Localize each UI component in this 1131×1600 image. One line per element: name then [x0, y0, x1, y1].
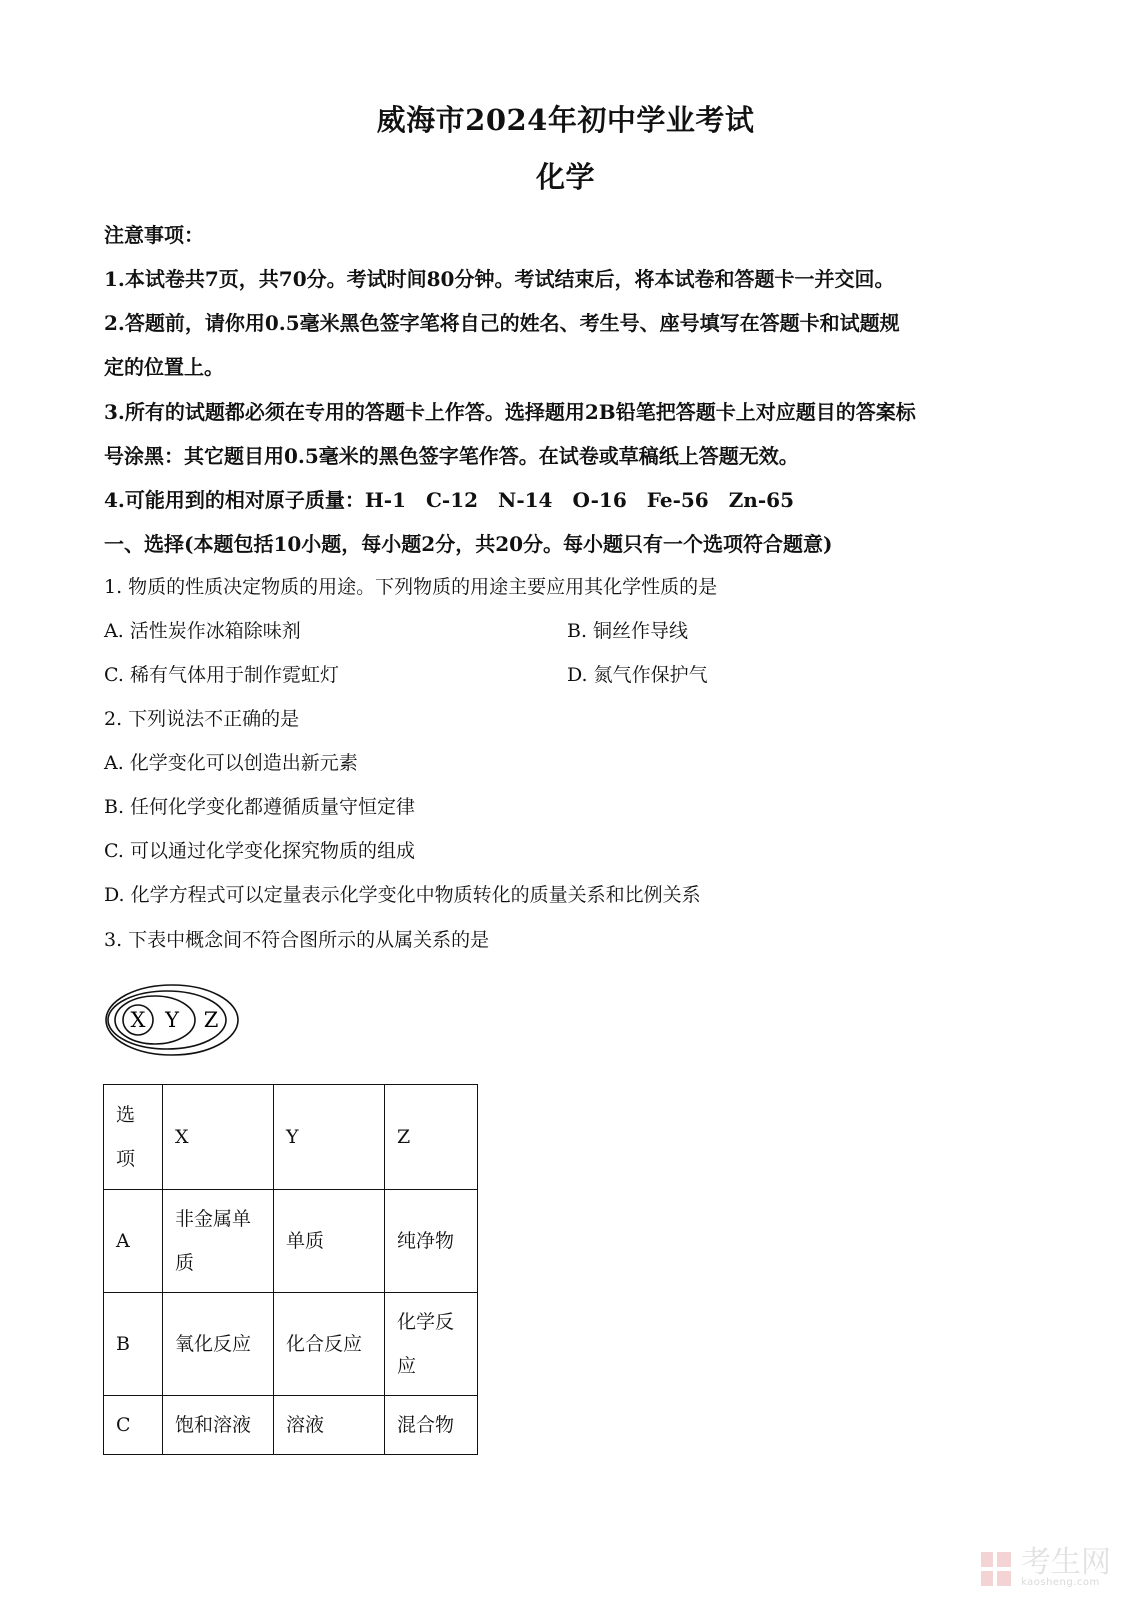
subject-title: 化学 [535, 160, 595, 194]
q1-option-b: B. 铜丝作导线 [567, 620, 689, 642]
watermark-logo-icon [979, 1550, 1013, 1588]
row-a-z: 纯净物 [385, 1190, 478, 1293]
row-a-option: A [104, 1190, 163, 1293]
header-cell-option [104, 1085, 163, 1190]
section-1-heading: 一、选择(本题包括10小题，每小题2分，共20分。每小题只有一个选项符合题意) [104, 532, 833, 556]
row-b-z [385, 1293, 478, 1396]
row-b-x: 氧化反应 [163, 1293, 274, 1396]
q3-options-table [103, 1084, 478, 1455]
row-a-x-line-2: 质 [175, 1252, 195, 1274]
row-c-option: C [104, 1396, 163, 1455]
notice-item-2-line-2: 定的位置上。 [104, 355, 224, 379]
header-cell-x: X [163, 1085, 274, 1190]
notice-heading: 注意事项： [104, 223, 204, 247]
table-row-a [104, 1190, 478, 1293]
table-header-row [104, 1085, 478, 1190]
exam-title: 威海市2024年初中学业考试 [376, 103, 755, 137]
q2-option-c: C. 可以通过化学变化探究物质的组成 [104, 840, 415, 862]
row-c-x: 饱和溶液 [163, 1396, 274, 1455]
header-cell-z: Z [385, 1085, 478, 1190]
table-row-c [104, 1396, 478, 1455]
row-c-z: 混合物 [385, 1396, 478, 1455]
watermark-text: 考生网 [1021, 1545, 1111, 1580]
notice-item-3-line-1: 3.所有的试题都必须在专用的答题卡上作答。选择题用2B铅笔把答题卡上对应题目的答案标 [104, 400, 916, 424]
row-a-x [163, 1190, 274, 1293]
venn-label-x: X [130, 1008, 146, 1032]
venn-label-z: Z [203, 1008, 219, 1032]
notice-item-2-line-1: 2.答题前，请你用0.5毫米黑色签字笔将自己的姓名、考生号、座号填写在答题卡和试题规 [104, 311, 900, 335]
row-b-z-line-1: 化学反 [397, 1311, 455, 1333]
watermark [979, 1545, 1111, 1588]
q2-option-b: B. 任何化学变化都遵循质量守恒定律 [104, 796, 416, 818]
q1-option-c: C. 稀有气体用于制作霓虹灯 [104, 664, 339, 686]
q1-option-d: D. 氮气作保护气 [567, 664, 708, 686]
q1-stem: 1. 物质的性质决定物质的用途。下列物质的用途主要应用其化学性质的是 [104, 576, 718, 598]
row-b-y: 化合反应 [274, 1293, 385, 1396]
row-b-option: B [104, 1293, 163, 1396]
table-row-b [104, 1293, 478, 1396]
notice-item-1: 1.本试卷共7页，共70分。考试时间80分钟。考试结束后，将本试卷和答题卡一并交回。 [104, 267, 895, 291]
notice-item-3-line-2: 号涂黑：其它题目用0.5毫米的黑色签字笔作答。在试卷或草稿纸上答题无效。 [104, 444, 799, 468]
watermark-url: kaosheng.com [1021, 1577, 1100, 1588]
row-a-x-line-1: 非金属单 [175, 1208, 252, 1230]
venn-diagram [103, 980, 243, 1060]
q2-stem: 2. 下列说法不正确的是 [104, 708, 300, 730]
row-c-y: 溶液 [274, 1396, 385, 1455]
header-cell-y: Y [274, 1085, 385, 1190]
venn-label-y: Y [165, 1008, 179, 1032]
notice-item-4: 4.可能用到的相对原子质量：H-1 C-12 N-14 O-16 Fe-56 Zn-65 [104, 488, 794, 512]
header-option-line-1: 选 [116, 1104, 136, 1126]
q1-option-a: A. 活性炭作冰箱除味剂 [104, 620, 301, 642]
venn-ellipse-middle [115, 996, 195, 1044]
row-b-z-line-2: 应 [397, 1355, 417, 1377]
q2-option-d: D. 化学方程式可以定量表示化学变化中物质转化的质量关系和比例关系 [104, 884, 701, 906]
row-a-y: 单质 [274, 1190, 385, 1293]
q2-option-a: A. 化学变化可以创造出新元素 [104, 752, 358, 774]
header-option-line-2: 项 [116, 1148, 136, 1170]
q3-stem: 3. 下表中概念间不符合图所示的从属关系的是 [104, 929, 490, 951]
